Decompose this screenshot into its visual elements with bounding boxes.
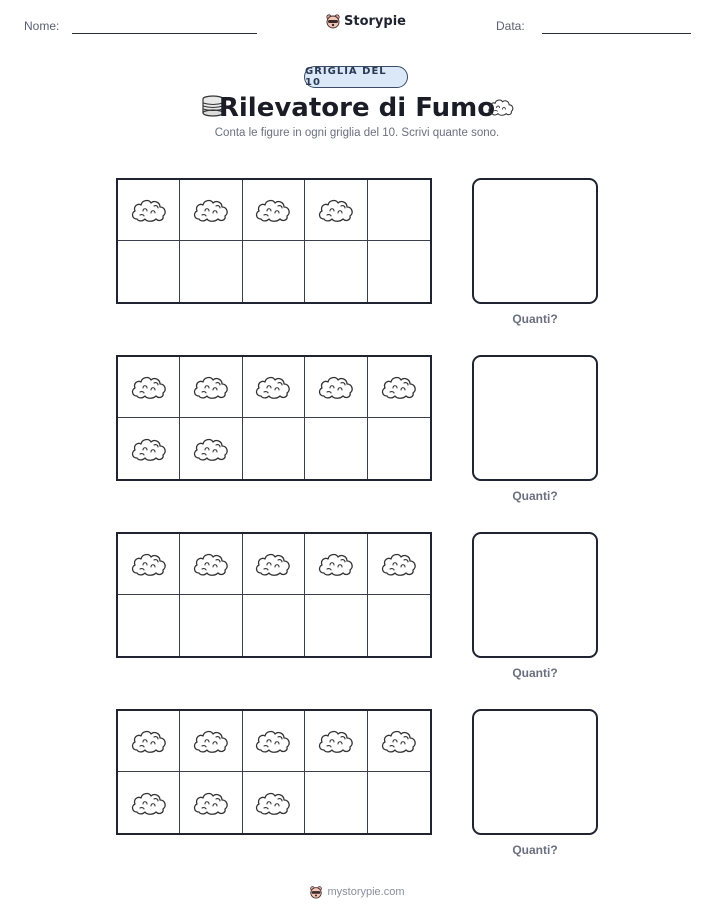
grid-cell-filled (243, 534, 305, 595)
smoke-cloud-icon (253, 195, 293, 225)
smoke-cloud-icon (191, 372, 231, 402)
grid-cell-empty (118, 595, 180, 656)
answer-label-4: Quanti? (512, 843, 558, 857)
grid-cell-empty (368, 241, 430, 302)
grid-cell-filled (305, 357, 367, 418)
ten-frame-1 (116, 178, 432, 304)
name-line[interactable] (72, 33, 257, 34)
answer-label-3: Quanti? (512, 666, 558, 680)
grid-cell-empty (180, 595, 242, 656)
grid-cell-filled (305, 180, 367, 241)
date-label: Data: (496, 19, 525, 33)
smoke-cloud-icon (253, 372, 293, 402)
smoke-cloud-icon (129, 195, 169, 225)
grid-cell-filled (118, 418, 180, 479)
grid-cell-filled (243, 772, 305, 833)
smoke-cloud-icon (129, 788, 169, 818)
grid-cell-filled (368, 711, 430, 772)
answer-box-1[interactable] (472, 178, 598, 304)
smoke-cloud-icon (191, 788, 231, 818)
grid-cell-empty (368, 418, 430, 479)
smoke-cloud-icon (253, 788, 293, 818)
grid-cell-empty (305, 772, 367, 833)
answer-label-2: Quanti? (512, 489, 558, 503)
grid-cell-filled (243, 357, 305, 418)
grid-cell-filled (305, 711, 367, 772)
smoke-cloud-icon (316, 372, 356, 402)
smoke-cloud-icon (379, 372, 419, 402)
grid-cell-filled (243, 711, 305, 772)
ten-frame-3 (116, 532, 432, 658)
grid-cell-filled (118, 534, 180, 595)
answer-box-2[interactable] (472, 355, 598, 481)
grid-cell-empty (243, 418, 305, 479)
answer-label-1: Quanti? (512, 312, 558, 326)
grid-cell-filled (305, 534, 367, 595)
grid-cell-filled (180, 418, 242, 479)
grid-cell-filled (180, 711, 242, 772)
brand-logo (325, 13, 406, 29)
smoke-cloud-icon (129, 726, 169, 756)
grid-cell-empty (368, 772, 430, 833)
smoke-cloud-icon (129, 434, 169, 464)
answer-box-3[interactable] (472, 532, 598, 658)
grid-cell-empty (305, 595, 367, 656)
smoke-cloud-icon (379, 726, 419, 756)
smoke-cloud-icon (191, 726, 231, 756)
smoke-cloud-icon (316, 726, 356, 756)
instructions: Conta le figure in ogni griglia del 10. Scrivi quante sono. (214, 127, 500, 139)
grid-cell-filled (243, 180, 305, 241)
name-label: Nome: (24, 19, 60, 33)
grid-cell-empty (243, 595, 305, 656)
grid-cell-empty (368, 180, 430, 241)
date-line[interactable] (542, 33, 691, 34)
grid-cell-filled (180, 180, 242, 241)
ten-frame-4 (116, 709, 432, 835)
smoke-cloud-icon (316, 195, 356, 225)
smoke-cloud-icon (191, 195, 231, 225)
grid-cell-filled (118, 357, 180, 418)
grid-cell-filled (180, 357, 242, 418)
grid-cell-empty (243, 241, 305, 302)
footer (0, 885, 714, 899)
grid-cell-empty (180, 241, 242, 302)
grid-cell-filled (118, 772, 180, 833)
smoke-cloud-icon (129, 549, 169, 579)
grid-cell-filled (368, 534, 430, 595)
grid-cell-empty (118, 241, 180, 302)
grid-cell-filled (180, 772, 242, 833)
smoke-cloud-icon (191, 549, 231, 579)
grid-cell-empty (305, 241, 367, 302)
footer-url: mystorypie.com (327, 886, 405, 898)
ten-frame-2 (116, 355, 432, 481)
smoke-cloud-icon (253, 549, 293, 579)
grid-cell-filled (118, 180, 180, 241)
smoke-cloud-icon (253, 726, 293, 756)
smoke-cloud-icon (316, 549, 356, 579)
storypie-mascot-icon (325, 13, 341, 29)
smoke-cloud-icon (486, 96, 516, 118)
grid-cell-filled (118, 711, 180, 772)
brand-name: Storypie (344, 13, 406, 29)
smoke-cloud-icon (379, 549, 419, 579)
grid-cell-empty (305, 418, 367, 479)
answer-box-4[interactable] (472, 709, 598, 835)
category-badge: GRIGLIA DEL 10 (304, 66, 408, 88)
page-title: Rilevatore di Fumo (218, 93, 496, 123)
grid-cell-empty (368, 595, 430, 656)
storypie-mascot-icon (309, 885, 323, 899)
smoke-cloud-icon (191, 434, 231, 464)
grid-cell-filled (180, 534, 242, 595)
smoke-cloud-icon (129, 372, 169, 402)
grid-cell-filled (368, 357, 430, 418)
